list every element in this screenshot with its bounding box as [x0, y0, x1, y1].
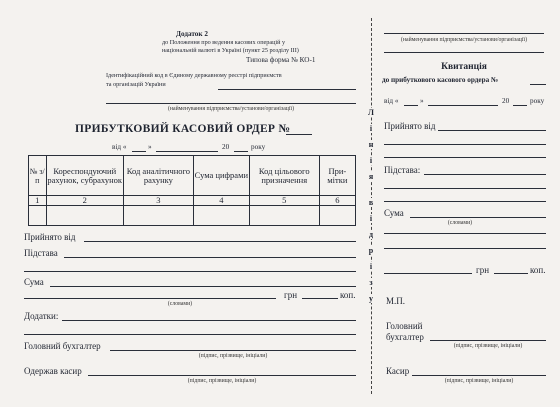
org-name-caption: (найменування підприємства/установи/організації)	[167, 106, 295, 112]
col-header-notes: При- мітки	[319, 156, 355, 196]
kop-label: коп.	[340, 290, 356, 300]
receipt-received-from-field[interactable]	[438, 130, 546, 131]
receipt-chief-accountant-label-2: бухгалтер	[386, 332, 424, 342]
receipt-chief-accountant-label-1: Головний	[386, 321, 423, 331]
cut-line-letter-6: в	[366, 198, 376, 207]
receipt-org-caption: (найменування підприємства/установи/організації)	[400, 37, 528, 43]
receipt-uah-field[interactable]	[384, 273, 472, 274]
edrpou-code-line[interactable]	[218, 89, 356, 90]
receipt-sum-label: Сума	[384, 208, 404, 218]
col-header-purpose: Код цільового призначення	[249, 156, 319, 196]
receipt-chief-accountant-sign-field[interactable]	[430, 340, 546, 341]
receipt-stamp-label: М.П.	[386, 296, 406, 306]
receipt-day-field[interactable]	[404, 105, 418, 106]
receipt-received-from-field-2[interactable]	[384, 144, 546, 145]
col-number-3: 3	[123, 196, 193, 206]
col-header-analytic: Код аналітичного рахунку	[123, 156, 193, 196]
receipt-year-prefix: 20	[502, 97, 510, 105]
annex-line-2: національній валюті в Україні (пункт 25 розділу ІІІ)	[162, 47, 299, 54]
receipt-kop-label: коп.	[530, 265, 546, 275]
edrpou-label-1: Ідентифікаційний код в Єдиному державному реєстрі підприємств	[106, 72, 282, 79]
cut-line-letter-8: д	[366, 230, 376, 239]
cashier-received-label: Одержав касир	[24, 366, 82, 376]
order-year-suffix: року	[251, 143, 266, 151]
order-title: ПРИБУТКОВИЙ КАСОВИЙ ОРДЕР №	[75, 123, 291, 135]
attachments-label: Додатки:	[24, 311, 59, 321]
attachments-field[interactable]	[62, 320, 356, 321]
cut-line-letter-4: і	[366, 156, 376, 165]
receipt-month-field[interactable]	[428, 105, 498, 106]
receipt-org-line-2[interactable]	[384, 52, 544, 53]
receipt-cashier-caption: (підпис, прізвище, ініціали)	[444, 378, 514, 384]
receipt-cashier-label: Касир	[386, 366, 410, 376]
cashier-sign-field[interactable]	[88, 375, 356, 376]
chief-accountant-caption: (підпис, прізвище, ініціали)	[198, 353, 268, 359]
cell-no[interactable]	[29, 206, 47, 226]
col-header-sum: Сума цифрами	[193, 156, 249, 196]
order-date-quote: »	[148, 143, 152, 151]
order-table	[28, 155, 356, 226]
receipt-subtitle: до прибуткового касового ордера №	[382, 76, 499, 84]
kop-field[interactable]	[302, 298, 338, 299]
receipt-sum-field[interactable]	[410, 217, 546, 218]
cut-line-letter-7: і	[366, 214, 376, 223]
receipt-basis-field-2[interactable]	[384, 188, 546, 189]
basis-field-2[interactable]	[24, 271, 356, 272]
cell-notes[interactable]	[319, 206, 355, 226]
order-month-field[interactable]	[156, 151, 218, 152]
col-number-1: 1	[29, 196, 47, 206]
col-header-no: № з/п	[29, 156, 47, 196]
sum-words-caption: (словами)	[167, 301, 193, 307]
sum-words-field-2[interactable]	[24, 298, 276, 299]
receipt-received-from-label: Прийнято від	[384, 121, 436, 131]
org-name-line[interactable]	[106, 103, 356, 104]
cut-line-letter-12: у	[366, 294, 376, 303]
cut-line-letter-3: н	[366, 140, 376, 149]
receipt-year-field[interactable]	[513, 105, 527, 106]
annex-line-1: до Положення про ведення касових операцій у	[162, 39, 286, 46]
basis-field[interactable]	[64, 257, 356, 258]
receipt-number-field[interactable]	[530, 84, 546, 85]
receipt-uah-label: грн	[476, 265, 490, 275]
receipt-kop-field[interactable]	[494, 273, 528, 274]
uah-label: грн	[284, 290, 298, 300]
cell-account[interactable]	[46, 206, 123, 226]
receipt-year-suffix: року	[530, 97, 545, 105]
receipt-title: Квитанція	[441, 62, 487, 72]
col-number-4: 4	[193, 196, 249, 206]
order-date-from: від «	[112, 143, 127, 151]
cell-analytic[interactable]	[123, 206, 193, 226]
order-year-prefix: 20	[222, 143, 230, 151]
order-day-field[interactable]	[132, 151, 146, 152]
col-header-account: Кореспондуючий рахунок, субрахунок	[46, 156, 123, 196]
cut-line-letter-1: Л	[366, 108, 376, 117]
receipt-sum-field-3[interactable]	[384, 248, 546, 249]
attachments-field-2[interactable]	[24, 334, 356, 335]
receipt-date-from: від «	[384, 97, 399, 105]
cut-line-letter-11: з	[366, 278, 376, 287]
receipt-basis-field-3[interactable]	[384, 201, 546, 202]
cell-sum[interactable]	[193, 206, 249, 226]
cell-purpose[interactable]	[249, 206, 319, 226]
sum-words-field[interactable]	[50, 286, 356, 287]
sum-label: Сума	[24, 277, 44, 287]
cut-line-letter-5: я	[366, 172, 376, 181]
basis-label: Підстава	[24, 248, 58, 258]
table-row	[29, 206, 356, 226]
chief-accountant-label: Головний бухгалтер	[24, 341, 101, 351]
receipt-basis-label: Підстава:	[384, 165, 421, 175]
cut-line-letter-2: і	[366, 124, 376, 133]
received-from-field[interactable]	[84, 241, 356, 242]
receipt-cashier-sign-field[interactable]	[412, 375, 546, 376]
col-number-6: 6	[319, 196, 355, 206]
col-number-5: 5	[249, 196, 319, 206]
receipt-sum-words-caption: (словами)	[447, 220, 473, 226]
receipt-sum-field-2[interactable]	[384, 233, 546, 234]
receipt-org-line[interactable]	[384, 33, 544, 34]
form-code: Типова форма № КО-1	[246, 56, 316, 64]
cut-line-letter-10: і	[366, 262, 376, 271]
chief-accountant-sign-field[interactable]	[110, 350, 356, 351]
annex-title: Додаток 2	[176, 30, 208, 38]
receipt-chief-accountant-caption: (підпис, прізвище, ініціали)	[453, 343, 523, 349]
cut-line-letter-9: р	[366, 246, 376, 255]
receipt-basis-field[interactable]	[424, 174, 546, 175]
table-number-row	[29, 196, 356, 206]
edrpou-label-2: та організацій України	[106, 81, 166, 88]
cashier-caption: (підпис, прізвище, ініціали)	[187, 378, 257, 384]
received-from-label: Прийнято від	[24, 232, 76, 242]
order-year-field[interactable]	[234, 151, 248, 152]
col-number-2: 2	[46, 196, 123, 206]
receipt-received-from-field-3[interactable]	[384, 157, 546, 158]
receipt-date-quote: »	[420, 97, 424, 105]
order-number-field[interactable]	[286, 134, 312, 135]
